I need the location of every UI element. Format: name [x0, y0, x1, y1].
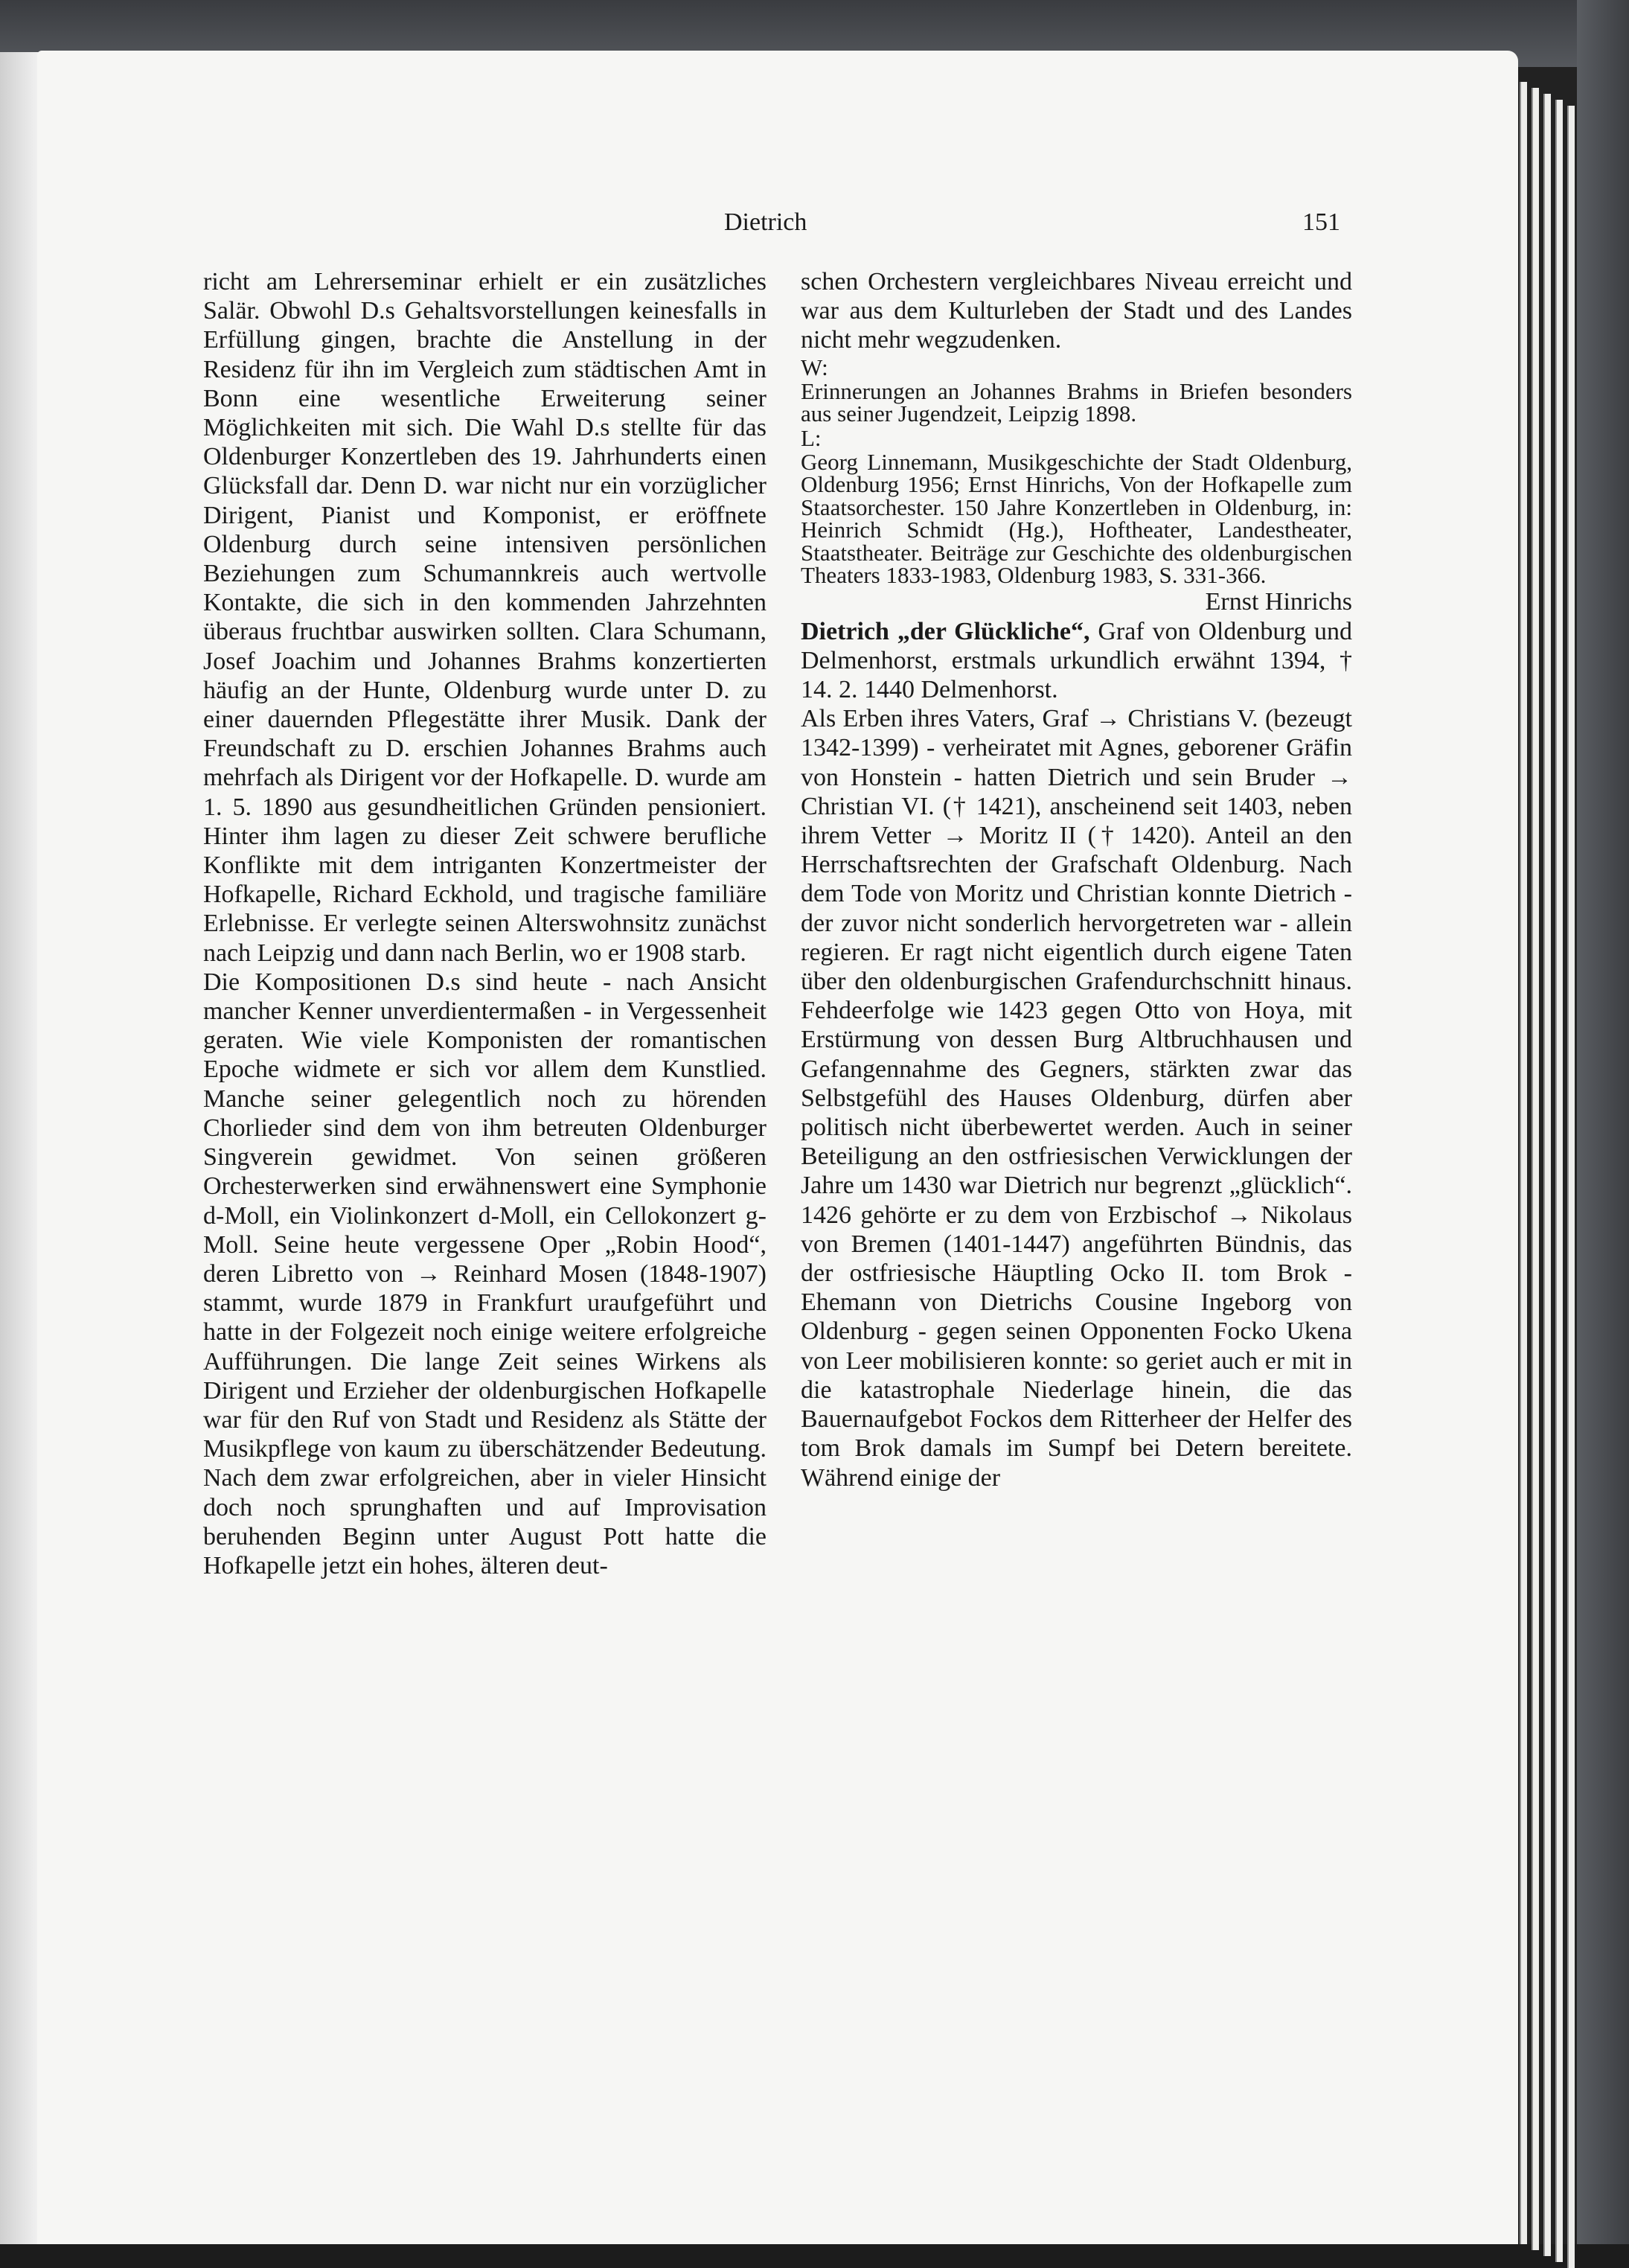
literature-text: Georg Linnemann, Musikgeschichte der Stadt Oldenburg, Oldenburg 1956; Ernst Hinrichs, Von der Hofkapelle zum Staatsorchester. 150 Jahre Konzertleben in Oldenburg, in: Heinrich Schmidt (Hg.), Hoftheater, Landestheater, Staatstheater. Beiträge zur Geschichte des oldenburgischen Theaters 1833-1983, Oldenburg 1983, S. 331-366. — [801, 448, 1352, 589]
works-label: W: — [801, 354, 828, 380]
right-column — [801, 267, 1352, 1492]
paragraph: Die Kompositionen D.s sind heute - nach Ansicht mancher Kenner unverdientermaßen - in Vergessenheit geraten. Wie viele Komponisten der romantischen Epoche widmete er sich vor allem dem Kunstlied. Manche seiner gelegentlich noch zu hörenden Chorlieder sind dem von ihm betreuten Oldenburger Singverein gewidmet. Von seinen größeren Orchesterwerken sind erwähnenswert eine Symphonie d-Moll, ein Violinkonzert d-Moll, ein Cellokonzert g-Moll. Seine heute vergessene Oper „Robin Hood“, deren Libretto von → Reinhard Mosen (1848-1907) stammt, wurde 1879 in Frankfurt uraufgeführt und hatte in der Folgezeit noch einige weitere erfolgreiche Aufführungen. Die lange Zeit seines Wirkens als Dirigent und Erzieher der oldenburgischen Hofkapelle war für den Ruf von Stadt und Residenz als Stätte der Musikpflege von kaum zu überschätzender Bedeutung. Nach dem zwar erfolgreichen, aber in vieler Hinsicht doch noch sprunghaften und auf Improvisation beruhenden Beginn unter August Pott hatte die Hofkapelle jetzt ein hohes, älteren deut- — [203, 968, 767, 1579]
book-cover-right — [1577, 0, 1629, 2244]
works-text: Erinnerungen an Johannes Brahms in Briefen besonders aus seiner Jugendzeit, Leipzig 1898. — [801, 377, 1352, 427]
paragraph: richt am Lehrerseminar erhielt er ein zusätzliches Salär. Obwohl D.s Gehaltsvorstellungen keinesfalls in Erfüllung gingen, brachte die Anstellung in der Residenz für ihn im Vergleich zum städtischen Amt in Bonn eine wesentliche Erweiterung seiner Möglichkeiten mit sich. Die Wahl D.s stellte für das Oldenburger Konzertleben des 19. Jahrhunderts einen Glücksfall dar. Denn D. war nicht nur ein vorzüglicher Dirigent, Pianist und Komponist, er eröffnete Oldenburg durch seine intensiven persönlichen Beziehungen zum Schumannkreis auch wertvolle Kontakte, die sich in den kommenden Jahrzehnten überaus fruchtbar auswirken sollten. Clara Schumann, Josef Joachim und Johannes Brahms konzertierten häufig an der Hunte, Oldenburg wurde unter D. zu einer dauernden Pflegestätte ihrer Musik. Dank der Freundschaft zu D. erschien Johannes Brahms auch mehrfach als Dirigent vor der Hofkapelle. D. wurde am 1. 5. 1890 aus gesundheitlichen Gründen pensioniert. Hinter ihm lagen zu dieser Zeit schwere berufliche Konflikte mit dem intriganten Konzertmeister der Hofkapelle, Richard Eckhold, und tragische familiäre Erlebnisse. Er verlegte seinen Alterswohnsitz zunächst nach Leipzig und dann nach Berlin, wo er 1908 starb. — [203, 268, 767, 967]
author-signature: Ernst Hinrichs — [1205, 587, 1352, 616]
page-edge — [1520, 82, 1527, 2244]
page-edge — [1532, 88, 1539, 2250]
entry-lemma: Dietrich „der Glückliche“, — [801, 617, 1090, 645]
paragraph: schen Orchestern vergleichbares Niveau erreicht und war aus dem Kulturleben der Stadt und des Landes nicht mehr wegzudenken. — [801, 268, 1352, 354]
page-edge — [1567, 106, 1575, 2268]
page-number: 151 — [1302, 208, 1340, 236]
page-edge — [1543, 94, 1551, 2256]
page-edge — [1555, 100, 1563, 2262]
entry-heading-text: Graf von Oldenburg und Delmenhorst, erstmals urkundlich erwähnt 1394, † 14. 2. 1440 Delmenhorst. — [801, 617, 1352, 704]
entry-body: Als Erben ihres Vaters, Graf → Christians V. (bezeugt 1342-1399) - verheiratet mit Agnes, geborener Gräfin von Honstein - hatten Dietrich und sein Bruder → Christian VI. († 1421), anscheinend seit 1403, neben ihrem Vetter → Moritz II († 1420). Anteil an den Herrschaftsrechten der Grafschaft Oldenburg. Nach dem Tode von Moritz und Christian konnte Dietrich - der zuvor nicht sonderlich hervorgetreten war - allein regieren. Er ragt nicht eigentlich durch eigene Taten über den oldenburgischen Grafendurchschnitt hinaus. Fehdeerfolge wie 1423 gegen Otto von Hoya, mit Erstürmung von dessen Burg Altbruchhausen und Gefangennahme des Gegners, stärkten zwar das Selbstgefühl des Hauses Oldenburg, dürfen aber politisch nicht überbewertet werden. Auch in seiner Beteiligung an den ostfriesischen Verwicklungen der Jahre um 1430 war Dietrich nur begrenzt „glücklich“. 1426 gehörte er zu dem von Erzbischof → Nikolaus von Bremen (1401-1447) angeführten Bündnis, das der ostfriesische Häuptling Ocko II. tom Brok - Ehemann von Dietrichs Cousine Ingeborg von Oldenburg - gegen seinen Opponenten Focko Ukena von Leer mobilisieren konnte: so geriet auch er mit in die katastrophale Niederlage hinein, die das Bauernaufgebot Fockos dem Ritterheer der Helfer des tom Brok damals im Sumpf bei Detern bereitete. Während einige der — [801, 705, 1352, 1492]
previous-page-edge — [0, 52, 40, 2244]
running-head: Dietrich — [724, 208, 807, 236]
literature-label: L: — [801, 424, 822, 451]
entry-heading — [801, 617, 1352, 705]
left-column — [203, 267, 767, 1580]
